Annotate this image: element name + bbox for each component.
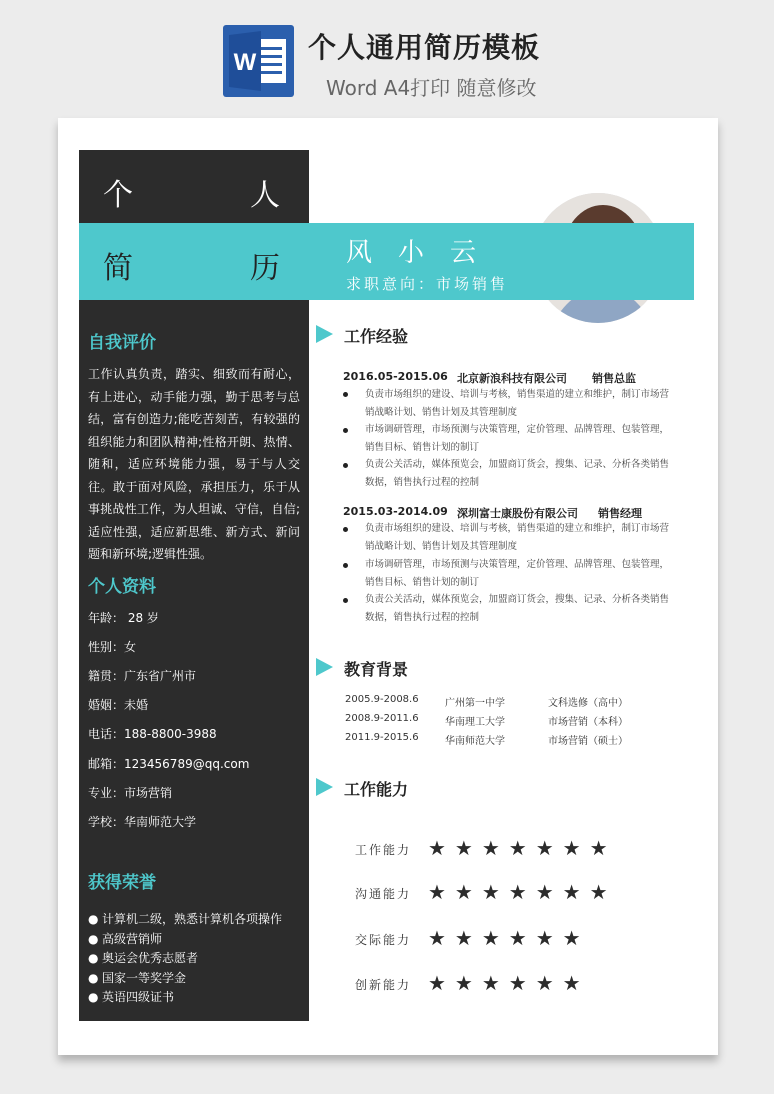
honor-text: 国家一等奖学金 — [102, 971, 187, 985]
honor-text: 英语四级证书 — [102, 990, 175, 1004]
bullet-icon — [343, 527, 348, 532]
info-gender: 性别：女 — [88, 640, 137, 654]
job-duty: 负责公关活动，媒体预览会，加盟商订货会，搜集、记录、分析各类销售数据，销售执行过程的控制 — [365, 459, 670, 488]
job-duty: 负责市场组织的建设、培训与考核，销售渠道的建立和维护，制订市场营销战略计划、销售计划及其管理制度 — [365, 523, 670, 552]
star-rating: ★★★★★★ — [428, 926, 590, 950]
edu-major: 市场营销（硕士） — [548, 736, 628, 747]
edu-major: 市场营销（本科） — [548, 717, 628, 728]
star-rating: ★★★★★★★ — [428, 836, 617, 860]
honor-item: ● 英语四级证书 — [88, 990, 175, 1004]
page-subtitle: Word A4打印 随意修改 — [326, 76, 537, 100]
info-school: 学校：华南师范大学 — [88, 815, 197, 829]
bullet-icon — [343, 428, 348, 433]
banner-char-ren: 人 — [250, 178, 280, 213]
skills-arrow-icon — [316, 778, 333, 796]
banner-char-jian: 简 — [103, 251, 133, 286]
skill-label: 沟通能力 — [355, 887, 412, 901]
bullet-icon — [343, 463, 348, 468]
word-icon-letter: W — [233, 49, 257, 76]
work-heading: 工作经验 — [344, 327, 409, 346]
bullet-icon — [343, 563, 348, 568]
job-duty: 负责市场组织的建设、培训与考核，销售渠道的建立和维护，制订市场营销战略计划、销售计划及其管理制度 — [365, 389, 670, 418]
honor-text: 计算机二级，熟悉计算机各项操作 — [102, 912, 283, 926]
job-duty: 市场调研管理，市场预测与决策管理，定价管理、品牌管理、包装管理，销售目标、销售计划的制订 — [365, 559, 670, 588]
job-duty: 负责公关活动，媒体预览会，加盟商订货会，搜集、记录、分析各类销售数据，销售执行过程的控制 — [365, 594, 670, 623]
info-marital: 婚姻：未婚 — [88, 698, 149, 712]
edu-school: 广州第一中学 — [445, 698, 505, 709]
edu-period: 2008.9-2011.6 — [345, 713, 419, 724]
skills-heading: 工作能力 — [344, 780, 409, 799]
work-arrow-icon — [316, 325, 333, 343]
job-company: 北京新浪科技有限公司 — [457, 372, 567, 385]
job-duty: 市场调研管理，市场预测与决策管理，定价管理、品牌管理、包装管理，销售目标、销售计划的制订 — [365, 424, 670, 453]
honor-text: 高级营销师 — [102, 932, 163, 946]
info-major: 专业：市场营销 — [88, 786, 173, 800]
honor-text: 奥运会优秀志愿者 — [102, 951, 199, 965]
star-rating: ★★★★★★ — [428, 971, 590, 995]
job-period: 2016.05-2015.06 — [343, 370, 448, 383]
star-rating: ★★★★★★★ — [428, 880, 617, 904]
info-origin: 籍贯：广东省广州市 — [88, 669, 197, 683]
honor-item: ● 奥运会优秀志愿者 — [88, 951, 199, 965]
job-period: 2015.03-2014.09 — [343, 505, 448, 518]
skill-label: 工作能力 — [355, 843, 412, 857]
job-role: 销售总监 — [592, 372, 636, 385]
banner-char-li: 历 — [250, 251, 280, 286]
education-heading: 教育背景 — [344, 660, 409, 679]
education-arrow-icon — [316, 658, 333, 676]
edu-school: 华南理工大学 — [445, 717, 505, 728]
job-intent: 求职意向：市场销售 — [346, 275, 509, 293]
honors-heading: 获得荣誉 — [88, 873, 156, 893]
skill-label: 创新能力 — [355, 978, 412, 992]
honor-item: ● 高级营销师 — [88, 932, 163, 946]
info-email: 邮箱：123456789@qq.com — [88, 757, 250, 771]
edu-school: 华南师范大学 — [445, 736, 505, 747]
skill-label: 交际能力 — [355, 933, 412, 947]
candidate-name: 风小云 — [346, 238, 503, 268]
info-phone: 电话：188-8800-3988 — [88, 727, 217, 741]
edu-period: 2011.9-2015.6 — [345, 732, 419, 743]
info-age: 年龄： 28 岁 — [88, 611, 159, 625]
edu-major: 文科选修（高中） — [548, 698, 628, 709]
bullet-icon — [343, 392, 348, 397]
self-eval-heading: 自我评价 — [88, 333, 156, 353]
honor-item: ● 计算机二级，熟悉计算机各项操作 — [88, 912, 283, 926]
page-title: 个人通用简历模板 — [308, 31, 541, 64]
banner-char-ge: 个 — [103, 178, 133, 213]
self-eval-text: 工作认真负责，踏实、细致而有耐心，有上进心，动手能力强，勤于思考与总结，富有创造力;能吃苦刻苦，有较强的组织能力和团队精神;性格开朗、热情、随和，适应环境能力强，易于与人交往。敢于面对风险，承担压力，乐于从事挑战性工作，为人坦诚、守信，自信;适应性强，适应新思维、新方式、新问题和新环境;逻辑性强。 — [88, 367, 300, 561]
honor-item: ● 国家一等奖学金 — [88, 971, 187, 985]
bullet-icon — [343, 598, 348, 603]
word-icon — [223, 25, 294, 97]
edu-period: 2005.9-2008.6 — [345, 694, 419, 705]
job-role: 销售经理 — [598, 507, 642, 520]
job-company: 深圳富士康股份有限公司 — [457, 507, 578, 520]
personal-info-heading: 个人资料 — [88, 577, 156, 597]
